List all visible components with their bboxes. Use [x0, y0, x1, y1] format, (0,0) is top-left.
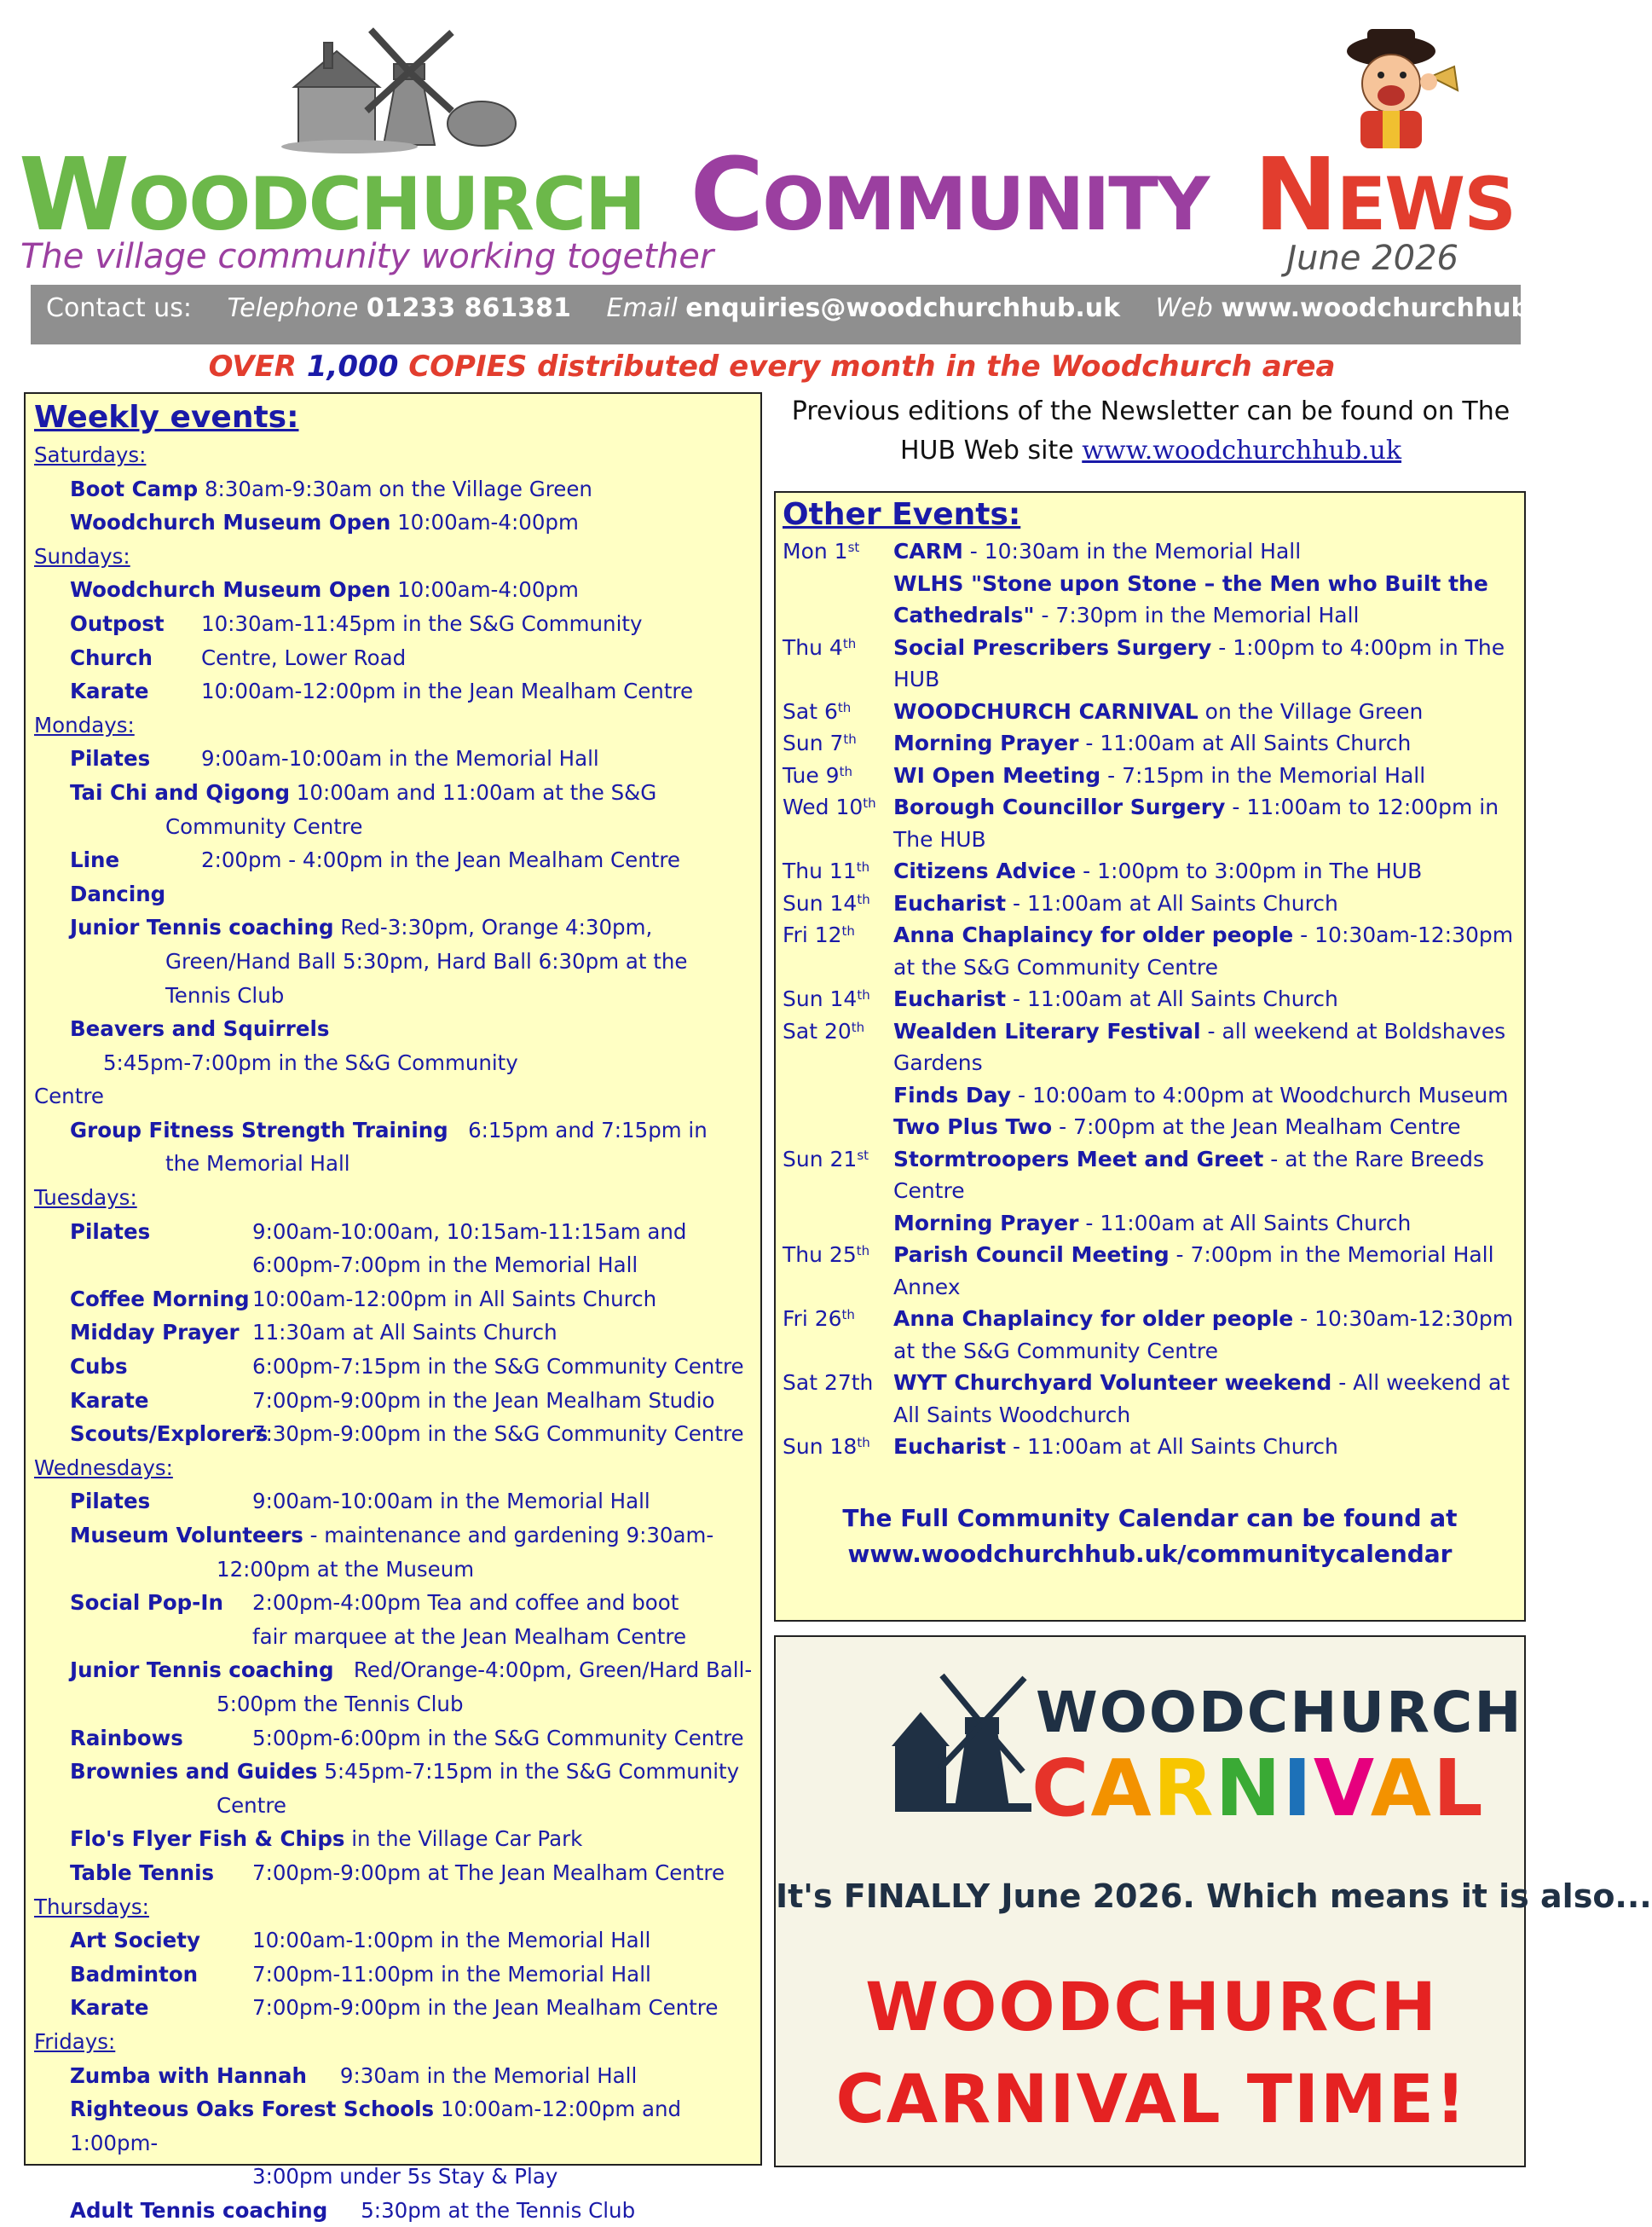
event-row [34, 1282, 754, 1316]
other-event-detail: - 7:15pm in the Memorial Hall [1100, 762, 1426, 788]
event-detail: 7:30pm-9:00pm in the S&G Community Centre [252, 1421, 744, 1447]
event-row [34, 1114, 754, 1181]
event-day: Tue 9 [783, 762, 840, 788]
event-row [34, 1518, 754, 1586]
day-heading: Fridays: [34, 2028, 116, 2054]
other-event-date [783, 760, 893, 792]
event-name: Woodchurch Museum Open [70, 577, 391, 603]
event-row [34, 843, 754, 911]
other-event-detail: - at the Rare Breeds Centre [893, 1146, 1485, 1203]
other-event-row [783, 1207, 1517, 1240]
telephone-label: Telephone [227, 293, 359, 323]
other-events-heading: Other Events: [783, 497, 1021, 532]
carnival-letter: C [1031, 1743, 1091, 1834]
event-detail: 2:00pm - 4:00pm in the Jean Mealham Centre [201, 847, 680, 873]
event-row [34, 607, 754, 674]
event-day: Thu 25 [783, 1242, 857, 1267]
event-detail: 10:00am and 11:00am at the S&G [289, 779, 657, 805]
other-event-name: Eucharist [893, 986, 1007, 1011]
event-detail [201, 607, 754, 674]
other-event-name: CARM [893, 539, 963, 564]
event-detail: Red/Orange-4:00pm, Green/Hard Ball- [333, 1657, 753, 1683]
other-event-body [893, 535, 1517, 568]
event-name: Pilates [70, 746, 151, 772]
other-event-row [783, 1303, 1517, 1367]
other-event-body [893, 1207, 1517, 1240]
title-cap: C [690, 136, 763, 253]
event-day: Sun 7 [783, 731, 844, 755]
event-name: Line Dancing [70, 847, 166, 906]
other-event-row [783, 727, 1517, 760]
contact-bar [31, 285, 1574, 344]
event-row [34, 573, 754, 607]
other-event-detail: - 7:00pm in the Memorial Hall Annex [893, 1242, 1494, 1299]
other-event-date [783, 855, 893, 888]
detail-line: 9:00am-10:00am, 10:15am-11:15am and [252, 1218, 687, 1244]
telephone-number[interactable]: 01233 861381 [366, 293, 571, 323]
event-day-suffix: st [847, 540, 860, 555]
other-event-detail: - All weekend at All Saints Woodchurch [893, 1370, 1510, 1427]
other-event-detail: - 11:00am at All Saints Church [1006, 1434, 1338, 1459]
other-event-name: WYT Churchyard Volunteer weekend [893, 1370, 1332, 1395]
event-detail: 10:00am-4:00pm [390, 510, 579, 535]
community-calendar-note [783, 1501, 1517, 1572]
title-rest: OODCHURCH [128, 162, 645, 247]
other-event-body [893, 1015, 1517, 1079]
event-detail [252, 1586, 754, 1653]
event-day-suffix: th [851, 1019, 865, 1035]
event-detail: 11:30am at All Saints Church [252, 1320, 557, 1345]
other-events-box [774, 491, 1526, 1622]
copies-post: COPIES distributed every month in the Woodchurch area [398, 350, 1336, 384]
event-name: Table Tennis [70, 1860, 215, 1885]
other-event-body [893, 632, 1517, 696]
other-event-row [783, 1079, 1517, 1112]
other-event-name: Two Plus Two [893, 1114, 1053, 1139]
other-event-date [783, 1207, 893, 1240]
event-detail: in the Village Car Park [344, 1826, 583, 1852]
other-event-body [893, 696, 1517, 728]
event-row [34, 1350, 754, 1384]
event-day: Wed 10 [783, 795, 864, 819]
other-event-detail: - 10:30am in the Memorial Hall [962, 539, 1302, 564]
other-event-date [783, 1367, 893, 1431]
detail-line: the Memorial Hall [165, 1151, 350, 1177]
event-row [34, 1755, 754, 1822]
event-detail: 7:00pm-9:00pm at The Jean Mealham Centre [252, 1860, 725, 1885]
other-event-name: Finds Day [893, 1082, 1012, 1108]
event-day: Sun 14 [783, 890, 858, 916]
other-event-date [783, 535, 893, 568]
event-name: Woodchurch Museum Open [70, 510, 391, 535]
other-event-row [783, 568, 1517, 632]
detail-line: 2:00pm-4:00pm Tea and coffee and boot [252, 1590, 679, 1616]
other-event-name: Borough Councillor Surgery [893, 795, 1226, 819]
event-name: Righteous Oaks Forest Schools [70, 2097, 435, 2122]
other-event-row [783, 1431, 1517, 1463]
detail-line: Tennis Club [165, 982, 285, 1008]
carnival-letter: I [1282, 1743, 1314, 1834]
event-name: Coffee Morning [70, 1286, 250, 1311]
event-detail: 5:30pm at the Tennis Club [327, 2197, 636, 2223]
event-day-suffix: th [841, 1307, 855, 1322]
detail-line: Centre, Lower Road [201, 645, 407, 670]
contact-lead: Contact us: [46, 293, 193, 323]
other-event-name: Citizens Advice [893, 859, 1077, 883]
other-event-row [783, 1143, 1517, 1207]
wrapped-line: Centre [34, 1084, 104, 1109]
event-name: Karate [70, 1995, 149, 2021]
other-event-date [783, 1015, 893, 1079]
event-detail: 7:00pm-11:00pm in the Memorial Hall [252, 1961, 651, 1987]
event-detail: 10:00am-12:00pm in the Jean Mealham Centre [201, 679, 694, 704]
copies-banner [0, 350, 1544, 384]
other-event-detail: - 11:00am at All Saints Church [1078, 731, 1412, 755]
other-event-detail: - 11:00am at All Saints Church [1006, 890, 1338, 916]
event-day: Mon 1 [783, 539, 848, 564]
event-day-suffix: th [857, 1435, 870, 1450]
poster-headline-line1: WOODCHURCH [865, 1970, 1438, 2046]
event-row [34, 2092, 754, 2194]
event-row [34, 506, 754, 540]
event-name: Beavers and Squirrels [70, 1016, 330, 1042]
web-address[interactable]: www.woodchurchhub.uk [1221, 293, 1574, 323]
previous-editions-text: Previous editions of the Newsletter can be found on The HUB Web site [791, 396, 1510, 466]
carnival-letter: L [1432, 1743, 1485, 1834]
other-event-row [783, 760, 1517, 792]
other-event-detail: - 10:30am-12:30pm at the S&G Community Centre [893, 923, 1514, 980]
edition-date: June 2026 [1286, 239, 1458, 278]
other-event-date [783, 1303, 893, 1367]
carnival-letter: A [1370, 1743, 1433, 1834]
event-name: Social Pop-In [70, 1590, 223, 1616]
carnival-poster [774, 1635, 1652, 2167]
title-cap: N [1253, 136, 1337, 253]
event-row [34, 1991, 754, 2025]
carnival-letter: V [1313, 1743, 1371, 1834]
event-row [34, 1417, 754, 1451]
other-event-detail: - 1:00pm to 4:00pm in The HUB [893, 634, 1505, 691]
other-event-date [783, 791, 893, 855]
event-name: Midday Prayer [70, 1320, 240, 1345]
other-event-row [783, 1111, 1517, 1143]
event-day: Sun 14 [783, 986, 858, 1011]
other-event-row [783, 1015, 1517, 1079]
event-row [34, 1958, 754, 1992]
event-detail: - maintenance and gardening 9:30am- [303, 1523, 714, 1547]
event-name: Karate [70, 1387, 149, 1413]
event-detail [252, 1215, 754, 1282]
other-event-body [893, 888, 1517, 920]
other-event-detail: - 7:30pm in the Memorial Hall [1034, 603, 1360, 628]
poster-headline-line2: CARNIVAL TIME! [835, 2062, 1468, 2138]
other-event-name: Parish Council Meeting [893, 1242, 1170, 1267]
event-day: Sat 20 [783, 1018, 852, 1044]
event-detail: 9:30am in the Memorial Hall [306, 2062, 638, 2088]
hub-website-link[interactable]: www.woodchurchhub.uk [1082, 436, 1402, 466]
event-row [34, 1721, 754, 1756]
event-detail: 6:15pm and 7:15pm in [448, 1117, 708, 1142]
event-name: Boot Camp [70, 476, 199, 501]
town-crier-icon [1330, 26, 1466, 153]
event-row [34, 674, 754, 709]
detail-line: fair marquee at the Jean Mealham Centre [252, 1623, 687, 1649]
event-day: Fri 12 [783, 923, 842, 947]
weekly-heading: Weekly events: [34, 400, 299, 435]
other-event-name: Anna Chaplaincy for older people [893, 923, 1294, 947]
event-day-suffix: th [856, 1243, 870, 1258]
carnival-letter: A [1090, 1743, 1153, 1834]
event-row [34, 2194, 754, 2227]
event-row [34, 472, 754, 506]
event-day-suffix: th [841, 923, 855, 939]
title-community [690, 136, 1209, 256]
event-row [34, 1484, 754, 1518]
day-heading: Tuesdays: [34, 1185, 137, 1211]
event-name: Tai Chi and Qigong [70, 779, 290, 805]
other-event-body [893, 855, 1517, 888]
event-day: Thu 4 [783, 634, 843, 660]
event-row [34, 1653, 754, 1721]
title-rest: OMMUNITY [762, 162, 1209, 247]
event-detail: 10:00am-1:00pm in the Memorial Hall [252, 1928, 651, 1953]
other-event-name: Anna Chaplaincy for older people [893, 1306, 1294, 1331]
other-event-detail: - 11:00am at All Saints Church [1006, 986, 1338, 1011]
other-event-row [783, 983, 1517, 1015]
other-event-body [893, 983, 1517, 1015]
detail-line: Green/Hand Ball 5:30pm, Hard Ball 6:30pm at the [165, 948, 688, 974]
event-detail: 5:45pm-7:00pm in the S&G Community [70, 1050, 518, 1075]
windmill-village-logo [298, 26, 511, 153]
event-detail: 5:45pm-7:15pm in the S&G Community [317, 1759, 740, 1784]
event-day-suffix: th [857, 987, 870, 1003]
event-day-suffix: th [842, 635, 857, 651]
event-row [34, 911, 754, 1012]
event-row [34, 1856, 754, 1890]
day-heading: Saturdays: [34, 443, 147, 467]
day-heading: Wednesdays: [34, 1455, 173, 1480]
event-row [34, 2059, 754, 2093]
web-label: Web [1155, 293, 1213, 323]
event-row [34, 1384, 754, 1418]
event-day-suffix: th [857, 891, 870, 907]
event-row [34, 1316, 754, 1350]
other-event-name: WI Open Meeting [893, 762, 1101, 788]
other-event-row [783, 1239, 1517, 1303]
event-day: Fri 26 [783, 1306, 842, 1331]
previous-editions-note [776, 392, 1526, 471]
other-event-row [783, 919, 1517, 983]
other-event-row [783, 535, 1517, 568]
event-name: Outpost Church [70, 610, 165, 670]
event-name: Cubs [70, 1354, 128, 1380]
other-event-name: Wealden Literary Festival [893, 1018, 1201, 1044]
event-name: Junior Tennis coaching [70, 915, 334, 940]
event-day-suffix: th [843, 732, 857, 747]
other-event-detail: - 11:00am at All Saints Church [1078, 1210, 1412, 1235]
event-name: Group Fitness Strength Training [70, 1117, 448, 1142]
event-row [34, 742, 754, 776]
other-event-detail: - 10:00am to 4:00pm at Woodchurch Museum [1011, 1082, 1509, 1108]
event-name: Badminton [70, 1961, 199, 1987]
detail-line: 3:00pm under 5s Stay & Play [252, 2164, 558, 2189]
event-detail: 9:00am-10:00am in the Memorial Hall [252, 1489, 650, 1514]
other-event-date [783, 983, 893, 1015]
other-event-date [783, 1239, 893, 1303]
event-name: Flo's Flyer Fish & Chips [70, 1826, 345, 1852]
other-event-row [783, 1367, 1517, 1431]
event-detail: 8:30am-9:30am on the Village Green [198, 476, 592, 501]
event-row [34, 1822, 754, 1856]
event-row [34, 1012, 754, 1079]
other-event-body [893, 760, 1517, 792]
event-day: Thu 11 [783, 859, 857, 883]
other-event-detail: on the Village Green [1198, 698, 1424, 724]
event-name: Scouts/Explorers [70, 1421, 269, 1447]
event-row [34, 1586, 754, 1653]
event-detail: 7:00pm-9:00pm in the Jean Mealham Studio [252, 1387, 715, 1413]
detail-line: Centre [217, 1792, 286, 1818]
event-detail: 6:00pm-7:15pm in the S&G Community Centre [252, 1354, 744, 1380]
other-event-detail: - 10:30am-12:30pm at the S&G Community Centre [893, 1306, 1514, 1363]
day-heading: Thursdays: [34, 1894, 149, 1919]
event-day: Sat 6 [783, 698, 838, 724]
other-event-row [783, 632, 1517, 696]
carnival-letter: R [1152, 1743, 1216, 1834]
calendar-link[interactable]: www.woodchurchhub.uk/communitycalendar [847, 1539, 1453, 1568]
other-event-body [893, 568, 1517, 632]
other-event-date [783, 1143, 893, 1207]
other-event-body [893, 1367, 1517, 1431]
other-event-body [893, 791, 1517, 855]
other-event-date [783, 888, 893, 920]
other-event-name: WOODCHURCH CARNIVAL [893, 698, 1199, 724]
other-event-body [893, 727, 1517, 760]
event-detail: 9:00am-10:00am in the Memorial Hall [201, 746, 599, 772]
event-day-suffix: th [837, 699, 852, 715]
event-row [34, 1923, 754, 1958]
tagline: The village community working together [20, 237, 714, 276]
event-day-suffix: th [839, 763, 852, 779]
event-name: Pilates [70, 1218, 151, 1244]
other-event-body [893, 1079, 1517, 1112]
other-event-body [893, 919, 1517, 983]
other-event-name: Morning Prayer [893, 1210, 1079, 1235]
detail-line: 10:30am-11:45pm in the S&G Community [201, 610, 643, 636]
other-event-detail: - 1:00pm to 3:00pm in The HUB [1076, 859, 1423, 883]
title-cap: W [19, 136, 129, 253]
other-event-date [783, 1431, 893, 1463]
day-heading: Sundays: [34, 543, 130, 569]
other-event-detail: - 7:00pm at the Jean Mealham Centre [1052, 1114, 1461, 1139]
event-day: Sun 21 [783, 1146, 858, 1171]
event-day: Sun 18 [783, 1434, 858, 1459]
other-event-name: Eucharist [893, 890, 1007, 916]
detail-line: 6:00pm-7:00pm in the Memorial Hall [252, 1252, 638, 1278]
poster-tagline: It's FINALLY June 2026. Which means it is also... [776, 1877, 1652, 1915]
event-day-suffix: st [857, 1147, 869, 1163]
event-day-suffix: th [856, 859, 870, 875]
event-name: Junior Tennis coaching [70, 1657, 334, 1683]
other-event-body [893, 1111, 1517, 1143]
other-event-date [783, 1111, 893, 1143]
other-event-date [783, 919, 893, 983]
other-event-body [893, 1303, 1517, 1367]
detail-line: 5:00pm the Tennis Club [217, 1691, 464, 1716]
other-event-date [783, 632, 893, 696]
carnival-letter: N [1215, 1743, 1283, 1834]
event-day: Sat 27th [783, 1370, 874, 1395]
other-event-name: Social Prescribers Surgery [893, 634, 1212, 660]
other-event-name: Eucharist [893, 1434, 1007, 1459]
carnival-windmill-logo [895, 1663, 1031, 1816]
event-name: Zumba with Hannah [70, 2062, 307, 2088]
other-event-row [783, 888, 1517, 920]
other-event-detail: - 11:00am to 12:00pm in The HUB [893, 795, 1499, 852]
other-event-name: Stormtroopers Meet and Greet [893, 1146, 1264, 1171]
event-name: Art Society [70, 1928, 200, 1953]
other-event-date [783, 1079, 893, 1112]
detail-line: Community Centre [165, 813, 363, 839]
other-event-date [783, 696, 893, 728]
detail-line: 12:00pm at the Museum [217, 1556, 475, 1582]
email-address[interactable]: enquiries@woodchurchhub.uk [685, 293, 1121, 323]
event-detail: Red-3:30pm, Orange 4:30pm, [333, 915, 653, 940]
event-row [34, 1215, 754, 1282]
other-event-date [783, 568, 893, 632]
event-detail: 10:00am-12:00pm and 1:00pm- [70, 2097, 682, 2155]
other-event-name: Morning Prayer [893, 731, 1079, 755]
day-heading: Mondays: [34, 712, 135, 738]
event-name: Pilates [70, 1489, 151, 1514]
other-event-detail: - all weekend at Boldshaves Gardens [893, 1018, 1506, 1075]
other-event-body [893, 1239, 1517, 1303]
other-events-list [783, 535, 1517, 1463]
event-name: Karate [70, 679, 149, 704]
event-detail: 5:00pm-6:00pm in the S&G Community Centre [252, 1725, 744, 1750]
other-event-date [783, 727, 893, 760]
copies-pre: OVER [208, 350, 307, 384]
calendar-note-text: The Full Community Calendar can be found at [842, 1503, 1458, 1532]
title-rest: EWS [1336, 162, 1516, 247]
event-name: Adult Tennis coaching [70, 2197, 328, 2223]
poster-woodchurch-word: WOODCHURCH [1036, 1680, 1523, 1745]
event-row [34, 776, 754, 843]
poster-carnival-word [1031, 1743, 1485, 1834]
event-detail: 7:00pm-9:00pm in the Jean Mealham Centre [252, 1995, 719, 2021]
masthead-title [19, 136, 1516, 253]
other-event-row [783, 855, 1517, 888]
event-name: Rainbows [70, 1725, 183, 1750]
event-name: Brownies and Guides [70, 1759, 318, 1784]
event-detail: 10:00am-12:00pm in All Saints Church [252, 1286, 657, 1311]
event-name: Museum Volunteers [70, 1523, 303, 1547]
other-event-row [783, 791, 1517, 855]
other-event-body [893, 1431, 1517, 1463]
copies-number: 1,000 [306, 350, 399, 384]
event-day-suffix: th [863, 795, 876, 811]
event-detail: 10:00am-4:00pm [390, 577, 579, 603]
other-event-name: WLHS "Stone upon Stone – the Men who Built the Cathedrals" [893, 570, 1488, 628]
other-event-row [783, 696, 1517, 728]
email-label: Email [606, 293, 678, 323]
weekly-events-box [24, 392, 762, 2223]
other-event-body [893, 1143, 1517, 1207]
